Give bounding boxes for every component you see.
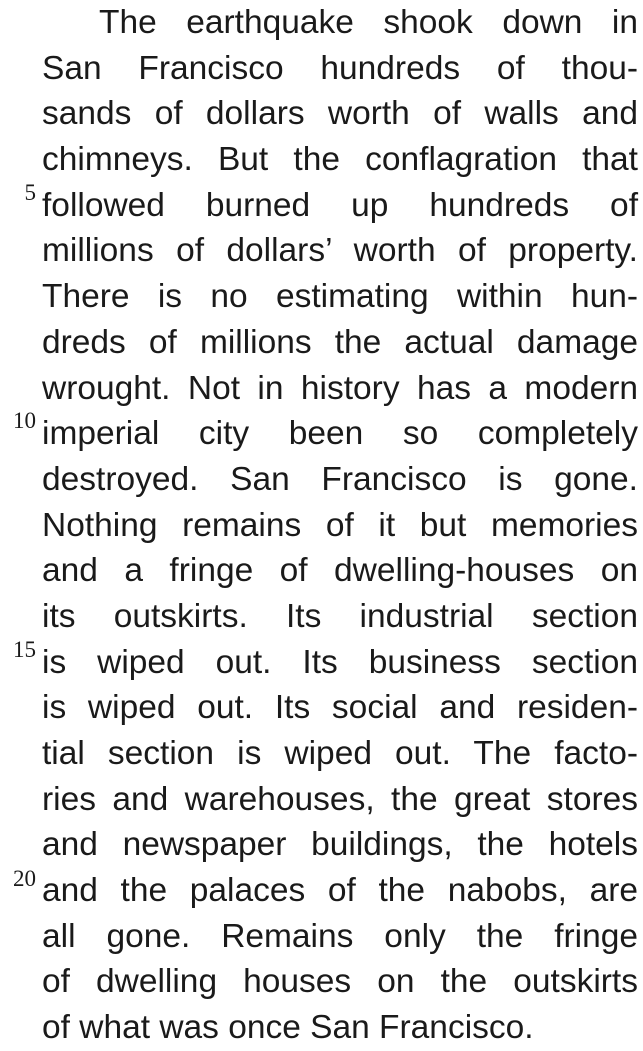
passage-line: chimneys. But the conflagration that bbox=[42, 141, 638, 179]
passage-line: is wiped out. Its business section bbox=[42, 643, 638, 681]
passage-line: The earthquake shook down in bbox=[99, 4, 638, 41]
passage-line: Nothing remains of it but memories bbox=[42, 506, 638, 544]
passage-line: millions of dollars’ worth of property. bbox=[42, 232, 638, 270]
passage-line: There is no estimating within hun- bbox=[42, 278, 638, 316]
passage-line: dreds of millions the actual damage bbox=[42, 323, 638, 361]
line-number-20: 20 bbox=[13, 866, 36, 891]
passage-line: followed burned up hundreds of bbox=[42, 186, 638, 224]
line-number-gutter bbox=[0, 0, 40, 1046]
passage-line: destroyed. San Francisco is gone. bbox=[42, 460, 638, 498]
passage-line: and the palaces of the nabobs, are bbox=[42, 872, 638, 910]
passage-line: wrought. Not in history has a modern bbox=[42, 369, 638, 407]
line-number-5: 5 bbox=[24, 180, 36, 205]
line-number-10: 10 bbox=[13, 408, 36, 433]
passage-line: all gone. Remains only the fringe bbox=[42, 917, 638, 955]
passage-line: ries and warehouses, the great stores bbox=[42, 780, 638, 818]
passage-line: sands of dollars worth of walls and bbox=[42, 95, 638, 133]
passage-line: and a fringe of dwelling-houses on bbox=[42, 552, 638, 590]
passage-line: and newspaper buildings, the hotels bbox=[42, 826, 638, 864]
passage-line: is wiped out. Its social and residen- bbox=[42, 689, 638, 727]
passage-line: imperial city been so completely bbox=[42, 415, 638, 453]
passage-text bbox=[42, 0, 638, 1051]
passage-line: San Francisco hundreds of thou- bbox=[42, 49, 638, 87]
line-number-15: 15 bbox=[13, 637, 36, 662]
passage-line: tial section is wiped out. The facto- bbox=[42, 735, 638, 772]
passage-line: of dwelling houses on the outskirts bbox=[42, 963, 638, 1001]
passage-line: its outskirts. Its industrial section bbox=[42, 597, 638, 635]
passage-line: of what was once San Francisco. bbox=[42, 1009, 534, 1047]
